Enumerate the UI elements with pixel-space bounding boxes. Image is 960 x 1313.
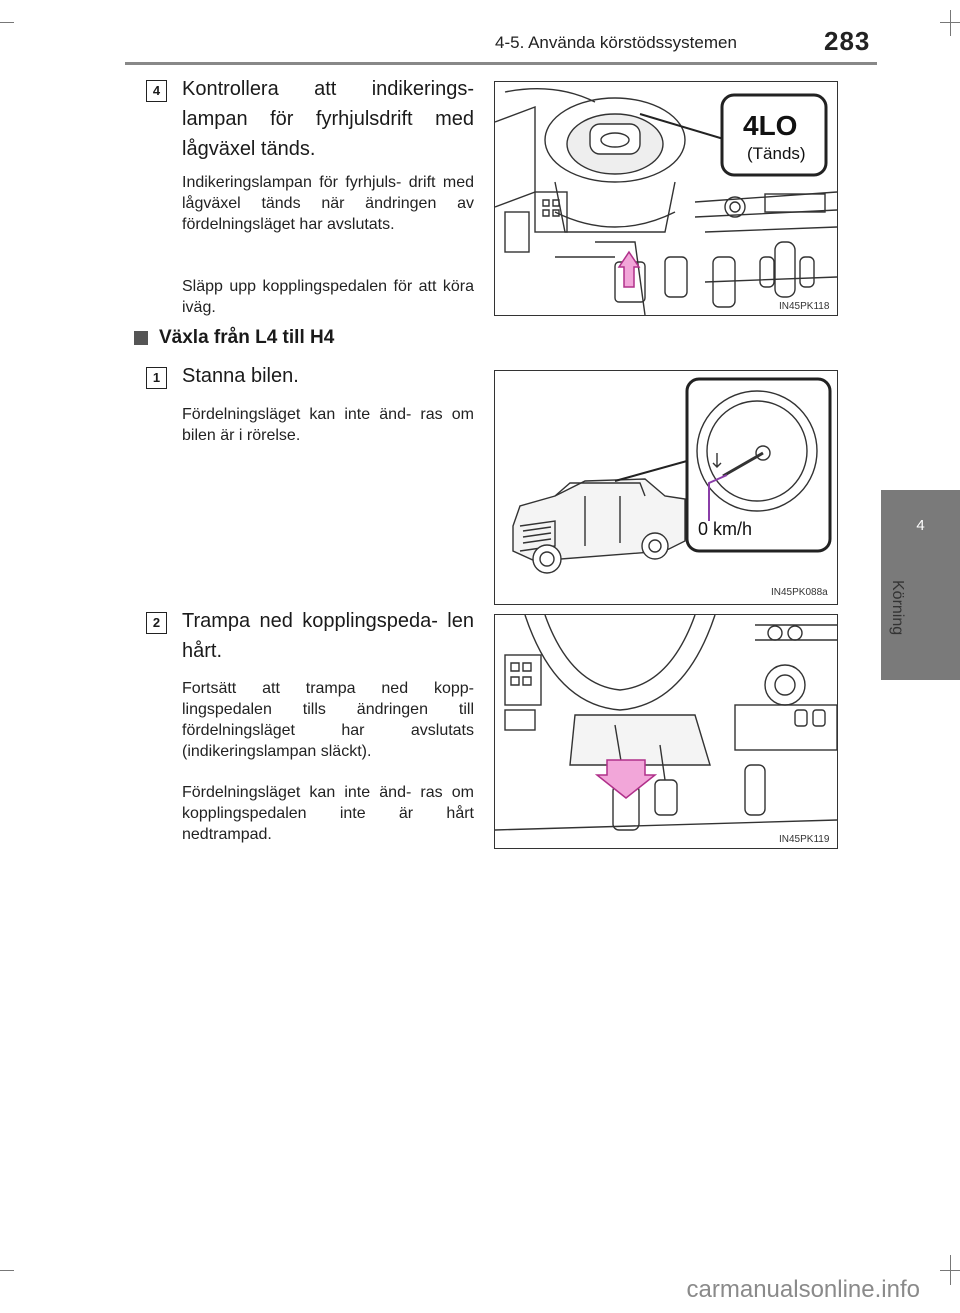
step-description: Släpp upp kopplingspedalen för att köra iväg.: [182, 278, 474, 316]
crop-mark: [940, 1270, 960, 1271]
figure-code: IN45PK118: [779, 301, 830, 312]
step-title: Trampa ned kopplingspeda- len hårt.: [182, 610, 474, 662]
chapter-label: Körning: [889, 580, 906, 636]
step-description: Fortsätt att trampa ned kopp- lingspedalen tills ändringen till fördelningsläget har avslutats (indikeringslampan släckt).: [182, 680, 474, 760]
step-number-box: 4: [146, 80, 167, 102]
figure-code: IN45PK119: [779, 834, 830, 845]
figure-truck-speedometer: [494, 370, 838, 605]
callout-indicator-label: 4LO: [743, 110, 798, 141]
section-heading: Växla från L4 till H4: [159, 327, 335, 348]
figure-code: IN45PK088a: [771, 587, 828, 598]
speed-label: 0 km/h: [698, 519, 753, 539]
figure-dashboard-4lo: [494, 81, 838, 316]
chapter-label-wrap: [878, 580, 918, 660]
step-number-box: 1: [146, 367, 167, 389]
crop-mark: [0, 22, 14, 23]
header-rule: [125, 62, 877, 65]
section-title: 4-5. Använda körstödssystemen: [495, 33, 737, 52]
press-arrow-down: [597, 760, 655, 798]
step-title: Stanna bilen.: [182, 365, 299, 387]
chapter-number: 4: [916, 517, 925, 534]
step-description: Fördelningsläget kan inte änd- ras om kopplingspedalen inte är hårt nedtrampad.: [182, 784, 474, 843]
pedal-illustration: [495, 615, 837, 848]
press-arrow-up: [619, 252, 639, 287]
step-title: Kontrollera att indikerings- lampan för fyrhjulsdrift med lågväxel tänds.: [182, 78, 474, 160]
crop-mark: [0, 1270, 14, 1271]
step-description: Fördelningsläget kan inte änd- ras om bilen är i rörelse.: [182, 406, 474, 444]
callout-status-label: (Tänds): [747, 144, 806, 163]
step-description: Indikeringslampan för fyrhjuls- drift med lågväxel tänds när ändringen av fördelningsläget har avslutats.: [182, 174, 474, 233]
step-number-box: 2: [146, 612, 167, 634]
watermark: carmanualsonline.info: [686, 1276, 920, 1303]
crop-mark: [950, 10, 951, 36]
figure-clutch-pedal: [494, 614, 838, 849]
section-bullet: [134, 331, 148, 345]
truck-illustration: [495, 371, 837, 604]
page-number: 283: [824, 26, 871, 56]
